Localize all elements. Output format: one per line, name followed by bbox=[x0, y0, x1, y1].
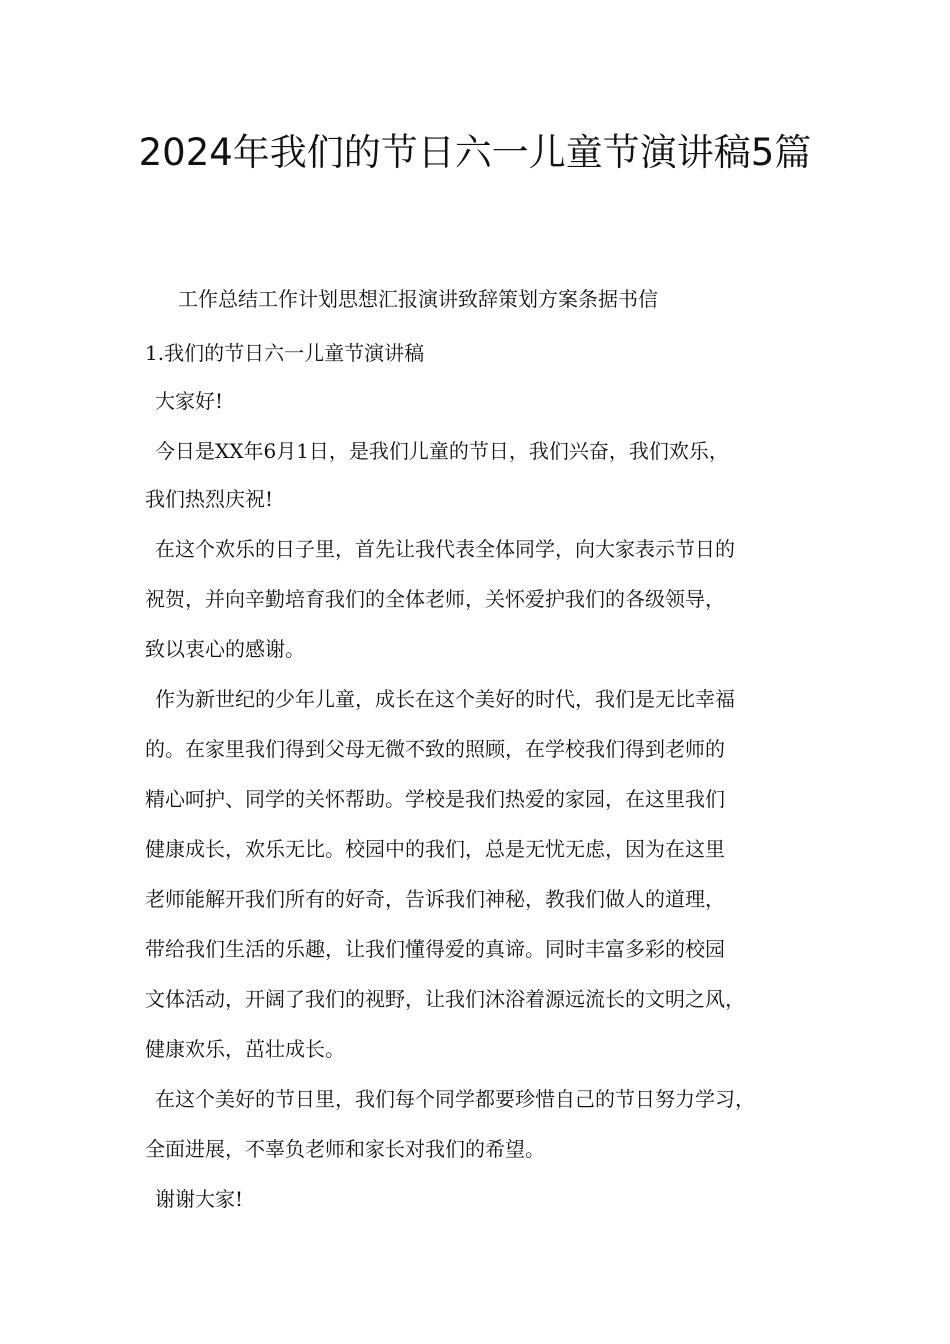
paragraph-line: 的。在家里我们得到父母无微不致的照顾，在学校我们得到老师的 bbox=[145, 737, 725, 761]
paragraph-line: 在这个美好的节日里，我们每个同学都要珍惜自己的节日努力学习， bbox=[155, 1087, 755, 1111]
closing-line: 谢谢大家! bbox=[155, 1187, 244, 1211]
paragraph-line: 祝贺，并向辛勤培育我们的全体老师，关怀爱护我们的各级领导， bbox=[145, 587, 725, 611]
document-title: 2024年我们的节日六一儿童节演讲稿5篇 bbox=[138, 131, 812, 174]
greeting-line: 大家好! bbox=[155, 389, 224, 413]
paragraph-line: 致以衷心的感谢。 bbox=[145, 637, 305, 661]
paragraph-line: 全面进展，不辜负老师和家长对我们的希望。 bbox=[145, 1137, 545, 1161]
paragraph-line: 带给我们生活的乐趣，让我们懂得爱的真谛。同时丰富多彩的校园 bbox=[145, 937, 725, 961]
paragraph-line: 健康成长，欢乐无比。校园中的我们，总是无忧无虑，因为在这里 bbox=[145, 837, 725, 861]
paragraph-line: 我们热烈庆祝! bbox=[145, 487, 274, 511]
section-heading: 1.我们的节日六一儿童节演讲稿 bbox=[145, 341, 425, 365]
paragraph-line: 精心呵护、同学的关怀帮助。学校是我们热爱的家园，在这里我们 bbox=[145, 787, 725, 811]
paragraph-line: 健康欢乐，茁壮成长。 bbox=[145, 1037, 345, 1061]
paragraph-line: 文体活动，开阔了我们的视野，让我们沐浴着源远流长的文明之风， bbox=[145, 987, 745, 1011]
paragraph-line: 今日是XX年6月1日，是我们儿童的节日，我们兴奋，我们欢乐， bbox=[155, 439, 729, 463]
paragraph-line: 作为新世纪的少年儿童，成长在这个美好的时代，我们是无比幸福 bbox=[155, 687, 735, 711]
paragraph-line: 在这个欢乐的日子里，首先让我代表全体同学，向大家表示节日的 bbox=[155, 537, 735, 561]
document-subtitle: 工作总结工作计划思想汇报演讲致辞策划方案条据书信 bbox=[178, 287, 658, 311]
paragraph-line: 老师能解开我们所有的好奇，告诉我们神秘，教我们做人的道理， bbox=[145, 887, 725, 911]
